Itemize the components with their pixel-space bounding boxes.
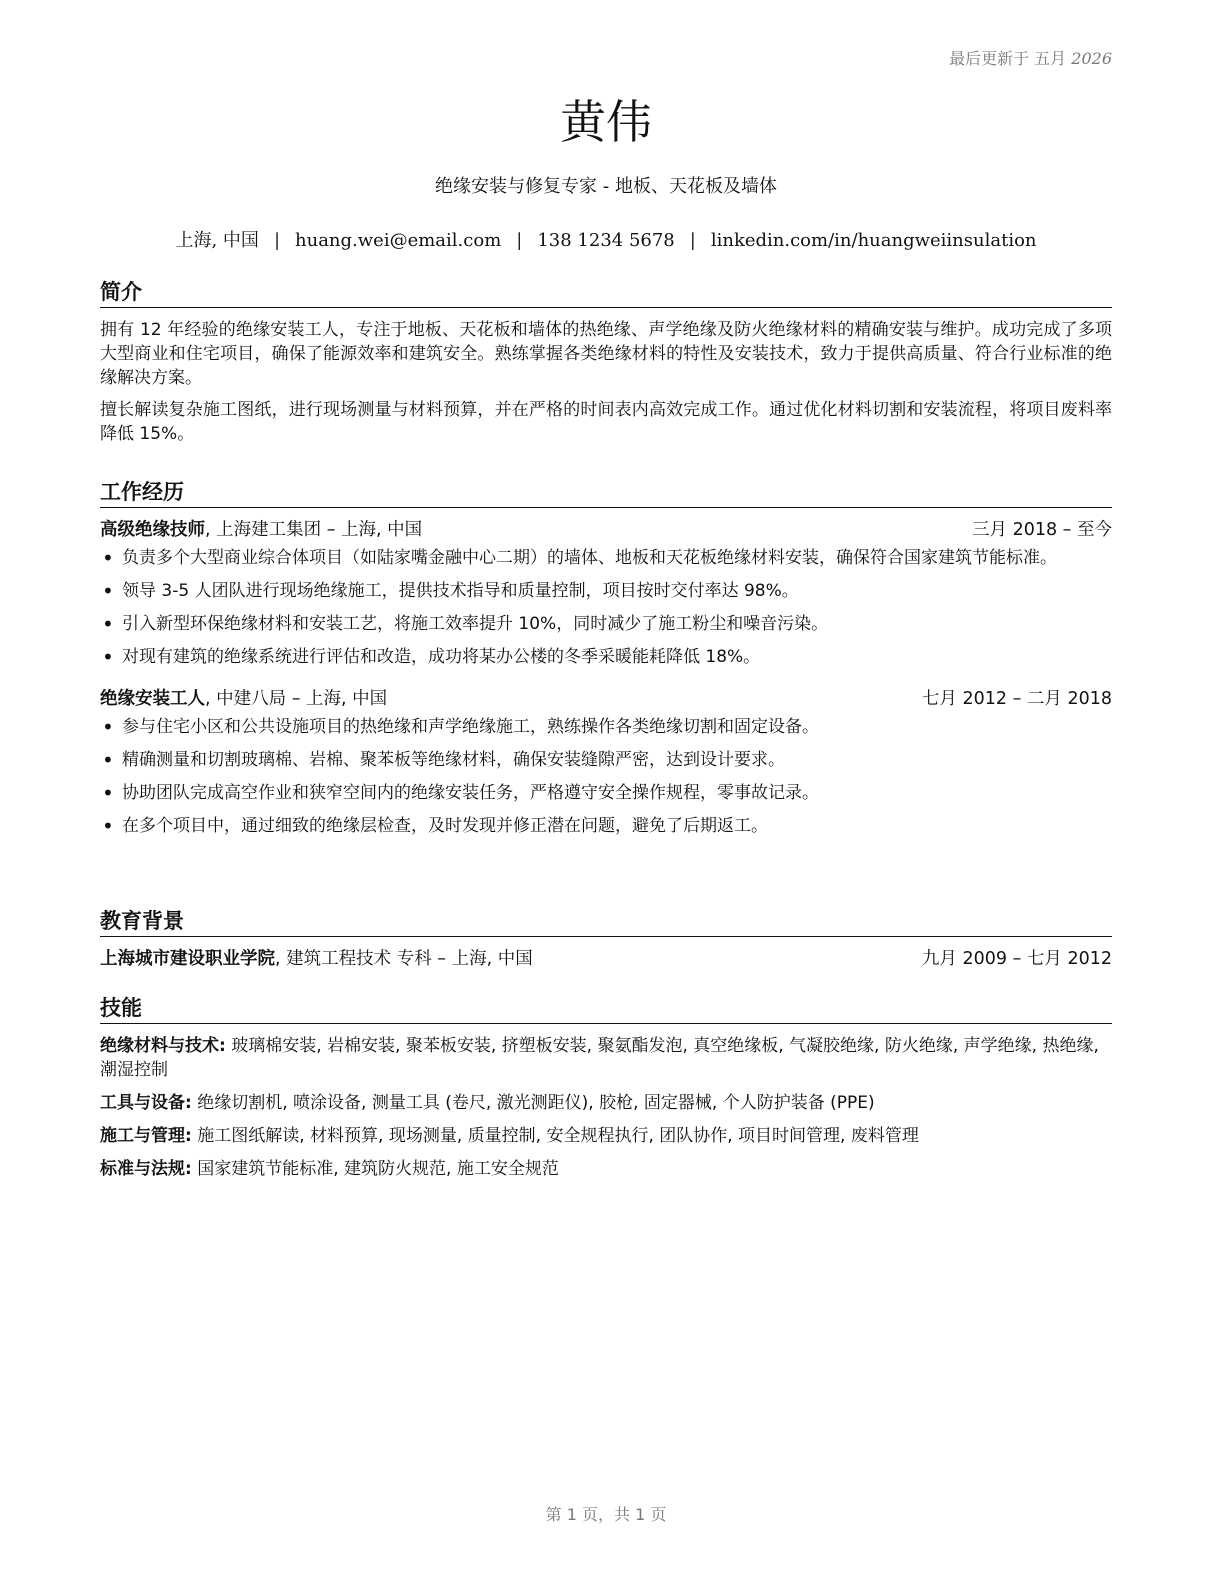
skill-value: 施工图纸解读, 材料预算, 现场测量, 质量控制, 安全规程执行, 团队协作, 项目时间管理, 废料管理 (191, 1126, 919, 1146)
job-header (100, 518, 1112, 542)
contact-separator: | (516, 230, 523, 251)
list-item: • 参与住宅小区和公共设施项目的热绝缘和声学绝缘施工，熟练操作各类绝缘切割和固定设备。 (100, 715, 1112, 739)
list-item: • 协助团队完成高空作业和狭窄空间内的绝缘安装任务，严格遵守安全操作规程，零事故记录。 (100, 781, 1112, 805)
job-entry (100, 687, 1112, 838)
job-bullets (100, 546, 1112, 669)
job-dates: 七月 2012 – 二月 2018 (921, 689, 1112, 709)
skill-line (100, 1091, 1112, 1115)
school-name: 上海城市建设职业学院 (100, 949, 275, 969)
job-bullets (100, 715, 1112, 838)
job-role: 高级绝缘技师 (100, 520, 205, 540)
contact-phone: 138 1234 5678 (537, 230, 675, 251)
last-updated-label: 最后更新于 五月 (949, 49, 1067, 68)
job-dates: 三月 2018 – 至今 (972, 520, 1112, 540)
list-item: • 领导 3-5 人团队进行现场绝缘施工，提供技术指导和质量控制，项目按时交付率达 98%。 (100, 579, 1112, 603)
last-updated (949, 46, 1112, 69)
job-org: , 中建八局 – 上海, 中国 (205, 689, 388, 709)
list-item: • 对现有建筑的绝缘系统进行评估和改造，成功将某办公楼的冬季采暖能耗降低 18%。 (100, 645, 1112, 669)
headline: 绝缘安装与修复专家 - 地板、天花板及墙体 (435, 176, 777, 197)
skill-label: 施工与管理: (100, 1126, 192, 1146)
skill-label: 工具与设备: (100, 1093, 192, 1113)
list-item: • 引入新型环保绝缘材料和安装工艺，将施工效率提升 10%，同时减少了施工粉尘和噪音污染。 (100, 612, 1112, 636)
last-updated-year: 2026 (1071, 49, 1112, 68)
summary-paragraph: 擅长解读复杂施工图纸，进行现场测量与材料预算，并在严格的时间表内高效完成工作。通过优化材料切割和安装流程，将项目废料率降低 15%。 (100, 400, 1112, 444)
summary-paragraph: 拥有 12 年经验的绝缘安装工人，专注于地板、天花板和墙体的热绝缘、声学绝缘及防火绝缘材料的精确安装与维护。成功完成了多项大型商业和住宅项目，确保了能源效率和建筑安全。熟练掌握各类绝缘材料的特性及安装技术，致力于提供高质量、符合行业标准的绝缘解决方案。 (100, 320, 1112, 388)
page-footer: 第 1 页，共 1 页 (545, 1505, 667, 1524)
contact-linkedin[interactable]: linkedin.com/in/huangweiinsulation (710, 230, 1037, 251)
education-entry (100, 947, 1112, 971)
contact-separator: | (273, 230, 281, 251)
skill-line (100, 1124, 1112, 1148)
skills-section (100, 994, 1112, 1190)
skill-line (100, 1034, 1112, 1082)
summary-section (100, 278, 1112, 454)
skill-label: 标准与法规: (100, 1159, 192, 1179)
candidate-name: 黄伟 (560, 95, 652, 149)
experience-section (100, 478, 1112, 847)
education-detail: , 建筑工程技术 专科 – 上海, 中国 (275, 949, 533, 969)
skill-value: 绝缘切割机, 喷涂设备, 测量工具 (卷尺, 激光测距仪), 胶枪, 固定器械, 个人防护装备 (PPE) (191, 1093, 875, 1113)
education-dates: 九月 2009 – 七月 2012 (921, 949, 1112, 969)
job-header (100, 687, 1112, 711)
resume-page (100, 0, 1112, 1584)
job-role: 绝缘安装工人 (100, 689, 205, 709)
skill-line (100, 1157, 1112, 1181)
contact-line (100, 226, 1112, 252)
job-entry (100, 518, 1112, 669)
job-org: , 上海建工集团 – 上海, 中国 (205, 520, 423, 540)
section-title-education: 教育背景 (100, 907, 1112, 937)
contact-email[interactable]: huang.wei@email.com (295, 230, 502, 251)
section-title-experience: 工作经历 (100, 478, 1112, 508)
section-title-skills: 技能 (100, 994, 1112, 1024)
skill-value: 国家建筑节能标准, 建筑防火规范, 施工安全规范 (191, 1159, 559, 1179)
list-item: • 负责多个大型商业综合体项目（如陆家嘴金融中心二期）的墙体、地板和天花板绝缘材料安装，确保符合国家建筑节能标准。 (100, 546, 1112, 570)
contact-location: 上海, 中国 (175, 230, 259, 251)
education-section (100, 907, 1112, 971)
list-item: • 精确测量和切割玻璃棉、岩棉、聚苯板等绝缘材料，确保安装缝隙严密，达到设计要求。 (100, 748, 1112, 772)
contact-separator: | (689, 230, 696, 251)
skill-value: 玻璃棉安装, 岩棉安装, 聚苯板安装, 挤塑板安装, 聚氨酯发泡, 真空绝缘板, 气凝胶绝缘, 防火绝缘, 声学绝缘, 热绝缘, 潮湿控制 (100, 1036, 1099, 1080)
skill-label: 绝缘材料与技术: (100, 1036, 226, 1056)
section-title-summary: 简介 (100, 278, 1112, 308)
list-item: • 在多个项目中，通过细致的绝缘层检查，及时发现并修正潜在问题，避免了后期返工。 (100, 814, 1112, 838)
